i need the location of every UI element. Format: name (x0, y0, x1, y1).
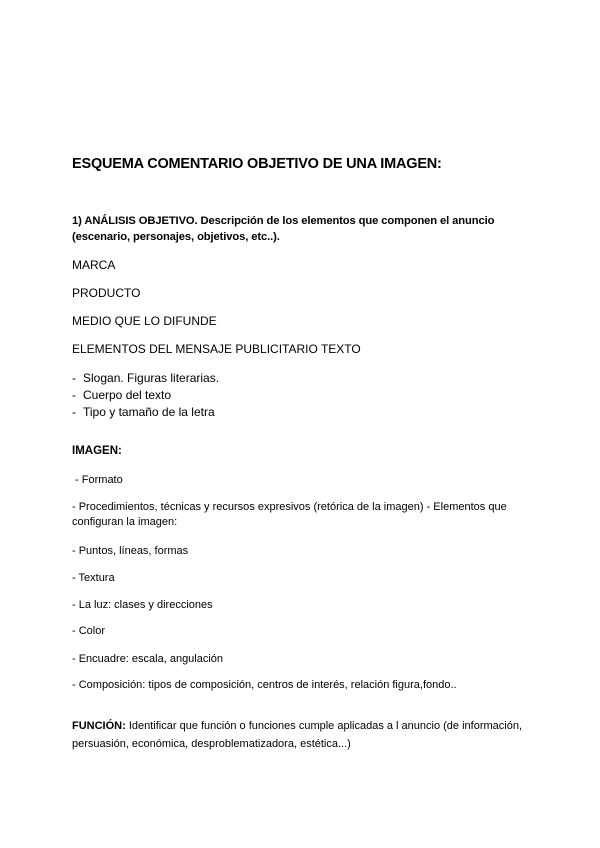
imagen-element-textura: - Textura (72, 572, 115, 584)
item-producto: PRODUCTO (72, 286, 141, 300)
list-item-text: Slogan. Figuras literarias. (83, 371, 220, 385)
funcion-label: FUNCIÓN: (72, 720, 126, 732)
funcion-text: Identificar que función o funciones cumple aplicadas a l anuncio (de información, persuasión, económica, desproblematizadora, estética...) (72, 720, 523, 750)
dash-marker: - (72, 388, 76, 402)
imagen-formato: - Formato (72, 474, 123, 486)
text-elements-list (72, 370, 219, 421)
imagen-element-color: - Color (72, 625, 106, 637)
list-item-text: Cuerpo del texto (83, 388, 172, 402)
page-title: ESQUEMA COMENTARIO OBJETIVO DE UNA IMAGEN: (72, 156, 442, 172)
section-1-heading: 1) ANÁLISIS OBJETIVO. Descripción de los elementos que componen el anuncio (escenario, personajes, objetivos, etc..). (72, 215, 495, 243)
imagen-element-composicion: - Composición: tipos de composición, centros de interés, relación figura,fondo.. (72, 679, 457, 691)
list-item (72, 404, 219, 421)
item-marca: MARCA (72, 258, 116, 272)
list-item (72, 370, 219, 387)
list-item (72, 387, 219, 404)
list-item-text: Tipo y tamaño de la letra (83, 405, 215, 419)
imagen-element-puntos: - Puntos, líneas, formas (72, 545, 189, 557)
dash-marker: - (72, 405, 76, 419)
imagen-heading: IMAGEN: (72, 445, 122, 457)
funcion-paragraph (72, 717, 542, 753)
item-elementos: ELEMENTOS DEL MENSAJE PUBLICITARIO TEXTO (72, 342, 361, 356)
imagen-element-encuadre: - Encuadre: escala, angulación (72, 653, 224, 665)
item-medio: MEDIO QUE LO DIFUNDE (72, 314, 217, 328)
dash-marker: - (72, 371, 76, 385)
imagen-procedimientos: - Procedimientos, técnicas y recursos expresivos (retórica de la imagen) - Elementos que configuran la imagen: (72, 501, 507, 528)
imagen-element-luz: - La luz: clases y direcciones (72, 599, 213, 611)
